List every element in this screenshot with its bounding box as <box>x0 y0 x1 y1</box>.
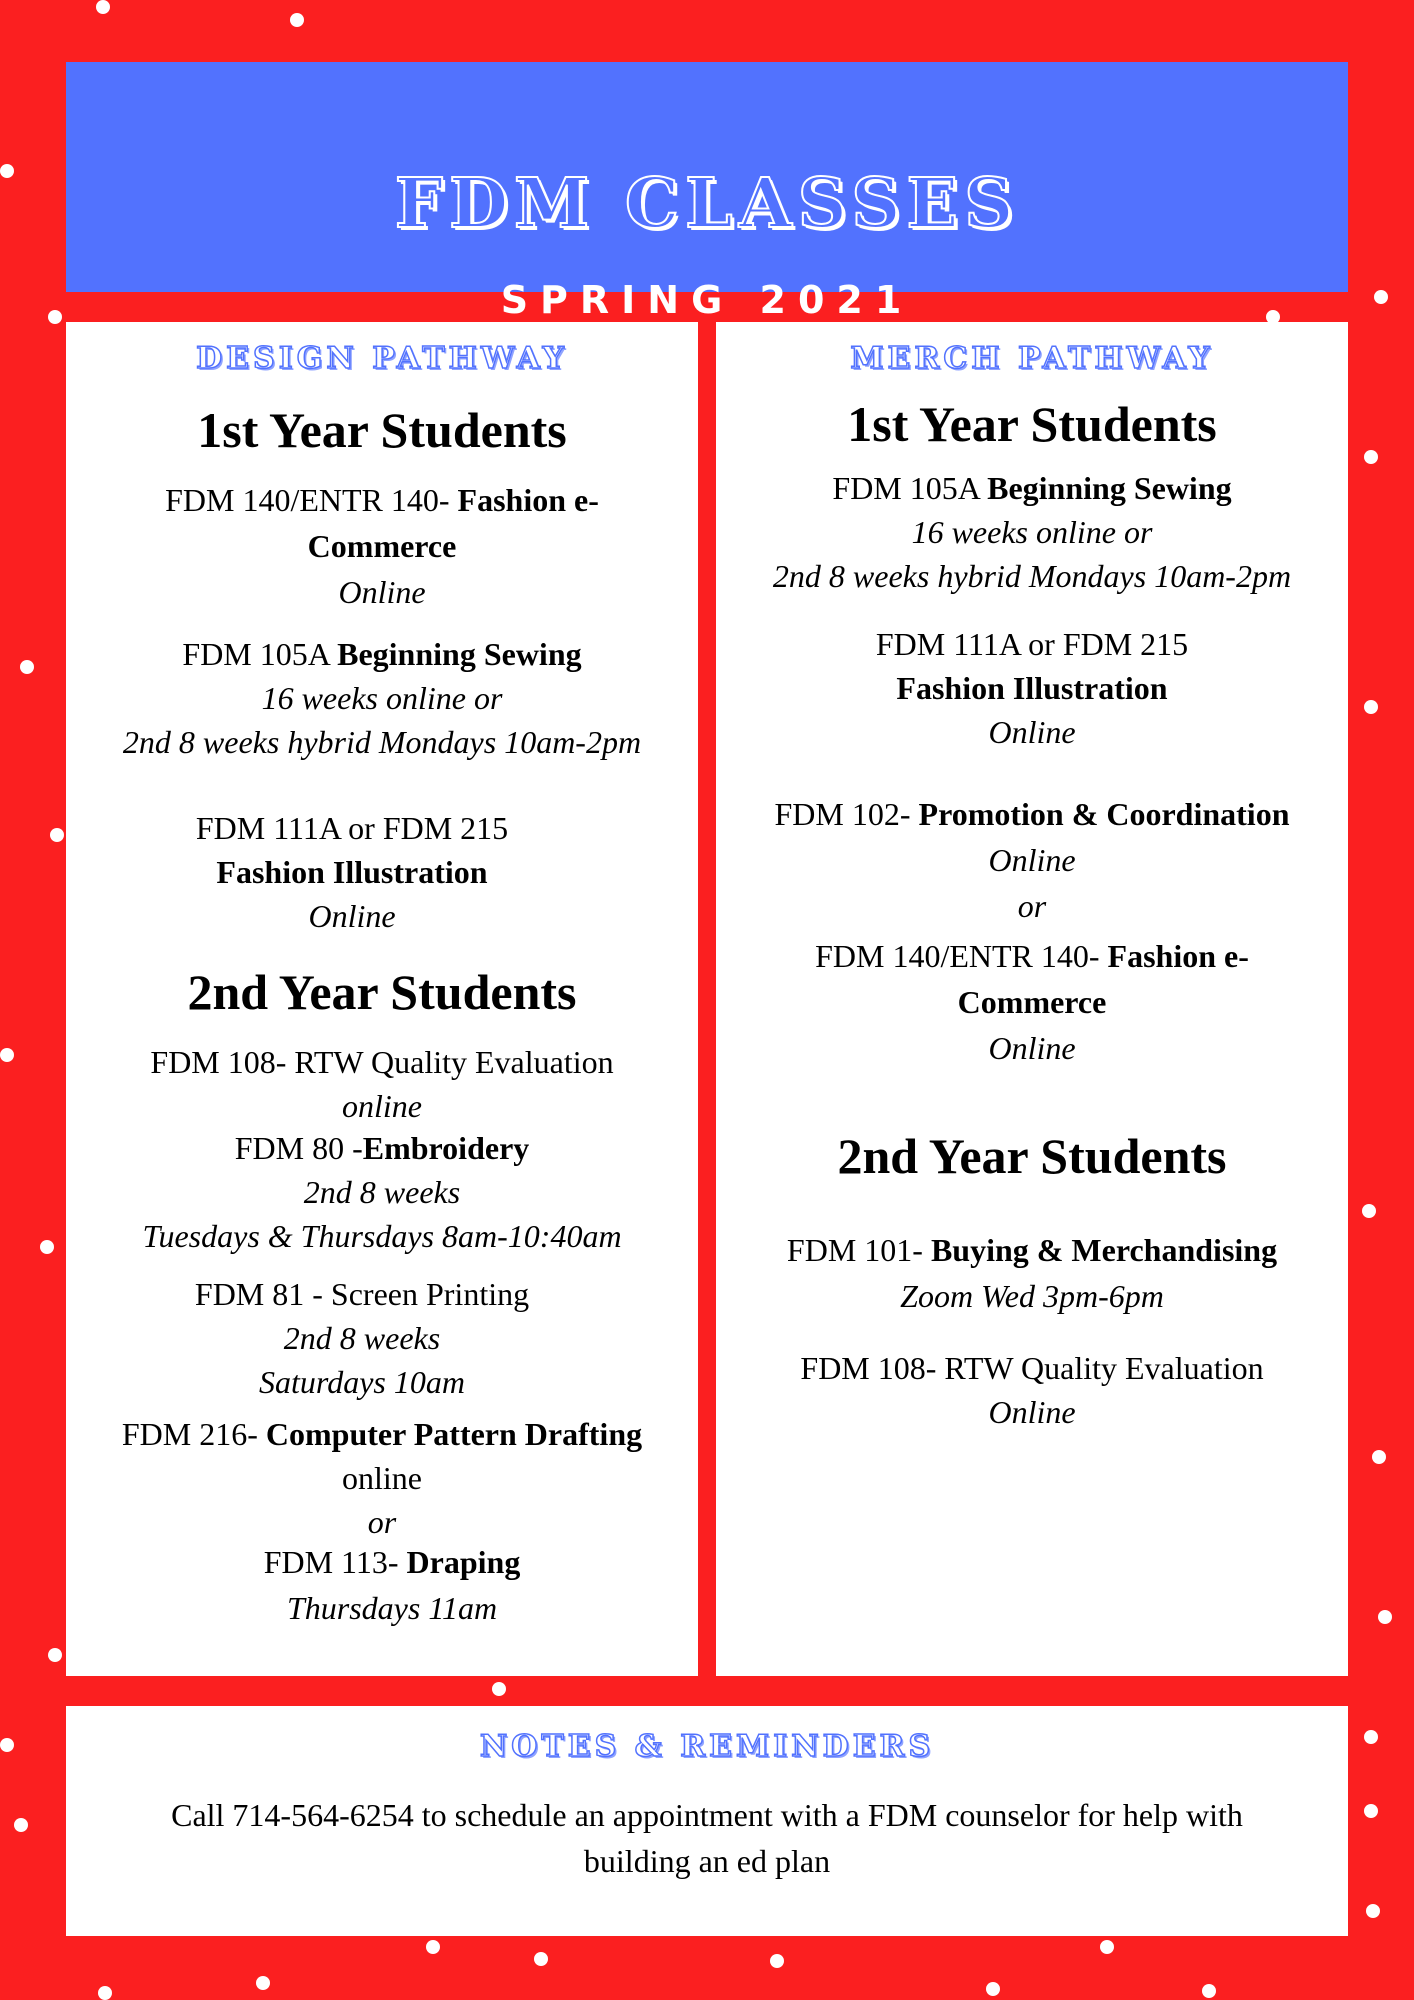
notes-body <box>66 1792 1348 1884</box>
design-course-line: FDM 216- Computer Pattern Drafting <box>121 1416 643 1452</box>
merch-course-line: FDM 101- Buying & Merchandising <box>786 1232 1278 1268</box>
design-or-label: or <box>367 1504 397 1540</box>
design-course-mode: Online <box>308 898 396 934</box>
merch-or-label: or <box>1017 888 1047 924</box>
dot <box>1364 1804 1378 1818</box>
dot <box>1366 1904 1380 1918</box>
merch-course-line: Fashion Illustration <box>896 670 1168 706</box>
design-second-year-heading: 2nd Year Students <box>187 964 577 1020</box>
design-course-line: FDM 140/ENTR 140- Fashion e- <box>165 482 599 518</box>
merch-second-year-heading: 2nd Year Students <box>837 1128 1227 1184</box>
dot <box>986 1982 1000 1996</box>
design-course-mode: online <box>342 1460 422 1496</box>
design-course-line: Fashion Illustration <box>216 854 488 890</box>
header-banner <box>66 62 1348 322</box>
design-course-mode: Thursdays 11am <box>286 1590 498 1626</box>
merch-course-mode: Zoom Wed 3pm-6pm <box>900 1278 1164 1314</box>
notes-line: building an ed plan <box>583 1843 831 1879</box>
dot <box>256 1976 270 1990</box>
dot <box>1372 1450 1386 1464</box>
design-course-mode: online <box>342 1088 422 1124</box>
merch-course-mode: Online <box>988 842 1076 878</box>
dot <box>14 1818 28 1832</box>
dot <box>770 1954 784 1968</box>
design-course-mode: Online <box>338 574 426 610</box>
merch-course-line: FDM 108- RTW Quality Evaluation <box>800 1350 1264 1386</box>
merch-course-mode: 16 weeks online or <box>911 514 1153 550</box>
notes-heading: NOTES & REMINDERS <box>479 1729 935 1764</box>
design-course-line: FDM 111A or FDM 215 <box>195 810 509 846</box>
dot <box>1364 450 1378 464</box>
dot <box>0 1048 14 1062</box>
merch-course-mode: Online <box>988 1030 1076 1066</box>
design-course-mode: Saturdays 10am <box>259 1364 465 1400</box>
design-course-line: FDM 108- RTW Quality Evaluation <box>150 1044 614 1080</box>
merch-course-mode: Online <box>988 714 1076 750</box>
page-title: FDM CLASSES <box>394 164 1020 244</box>
dot <box>98 1986 112 2000</box>
design-pathway-heading: DESIGN PATHWAY <box>196 341 568 376</box>
design-course-line: FDM 113- Draping <box>263 1544 521 1580</box>
dot <box>1202 1984 1216 1998</box>
dot <box>290 13 304 27</box>
design-course-mode: 2nd 8 weeks <box>303 1174 461 1210</box>
design-course-line: Commerce <box>307 528 457 564</box>
dot <box>40 1240 54 1254</box>
merch-course-line: FDM 111A or FDM 215 <box>875 626 1189 662</box>
merch-course-mode: 2nd 8 weeks hybrid Mondays 10am-2pm <box>772 558 1292 594</box>
notes-panel <box>66 1706 1348 1936</box>
merch-first-year-heading: 1st Year Students <box>847 396 1217 452</box>
dot <box>20 660 34 674</box>
design-course-line: FDM 81 - Screen Printing <box>194 1276 530 1312</box>
dot <box>48 1648 62 1662</box>
dot <box>0 1738 14 1752</box>
dot <box>48 310 62 324</box>
merch-pathway-heading: MERCH PATHWAY <box>850 341 1214 376</box>
dot <box>96 0 110 14</box>
design-course-mode: 2nd 8 weeks <box>283 1320 441 1356</box>
design-pathway-panel <box>66 322 698 1676</box>
design-course-mode: Tuesdays & Thursdays 8am-10:40am <box>142 1218 622 1254</box>
dot <box>1374 290 1388 304</box>
dot <box>534 1952 548 1966</box>
dot <box>0 164 14 178</box>
dot <box>1364 1730 1378 1744</box>
merch-pathway-panel <box>716 322 1348 1676</box>
design-course-line: FDM 105A Beginning Sewing <box>182 636 582 672</box>
dot <box>1364 700 1378 714</box>
dot <box>1378 1610 1392 1624</box>
design-course-mode: 2nd 8 weeks hybrid Mondays 10am-2pm <box>122 724 642 760</box>
merch-course-line: Commerce <box>957 984 1107 1020</box>
merch-course-mode: Online <box>988 1394 1076 1430</box>
dot <box>1362 1204 1376 1218</box>
merch-course-line: FDM 102- Promotion & Coordination <box>774 796 1290 832</box>
design-first-year-heading: 1st Year Students <box>197 402 567 458</box>
design-course-mode: 16 weeks online or <box>261 680 503 716</box>
page-subtitle: SPRING 2021 <box>500 278 914 322</box>
notes-line: Call 714-564-6254 to schedule an appointment with a FDM counselor for help with <box>171 1797 1243 1833</box>
merch-course-line: FDM 140/ENTR 140- Fashion e- <box>815 938 1249 974</box>
dot <box>492 1682 506 1696</box>
dot <box>1100 1940 1114 1954</box>
merch-course-line: FDM 105A Beginning Sewing <box>832 470 1232 506</box>
dot <box>426 1940 440 1954</box>
design-course-line: FDM 80 -Embroidery <box>234 1130 530 1166</box>
